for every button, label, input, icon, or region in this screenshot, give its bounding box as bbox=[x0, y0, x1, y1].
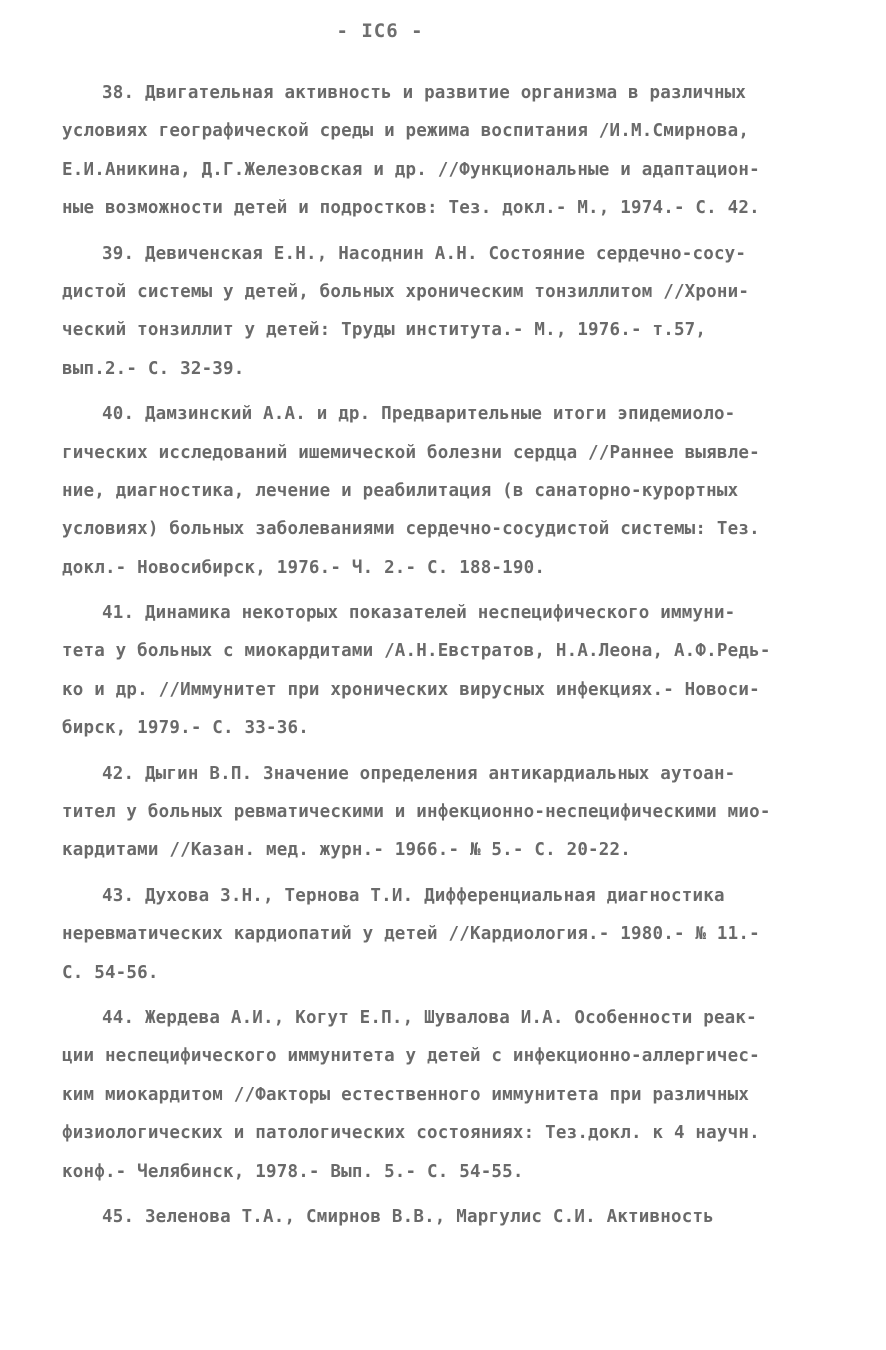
entry-line: ние, диагностика, лечение и реабилитация (в санаторно-курортных bbox=[62, 480, 739, 501]
entry-line: Е.И.Аникина, Д.Г.Железовская и др. //Функциональные и адаптацион- bbox=[62, 159, 760, 180]
bibliography-entry-41 bbox=[62, 594, 842, 748]
entry-line: ции неспецифического иммунитета у детей с инфекционно-аллергичес- bbox=[62, 1046, 760, 1067]
entry-line: докл.- Новосибирск, 1976.- Ч. 2.- С. 188-190. bbox=[62, 557, 546, 578]
entry-line: бирск, 1979.- С. 33-36. bbox=[62, 718, 309, 739]
entry-line: 39. Девиченская Е.Н., Насоднин А.Н. Состояние сердечно-сосу- bbox=[102, 243, 747, 264]
bibliography-entry-40 bbox=[62, 395, 842, 587]
entry-line: конф.- Челябинск, 1978.- Вып. 5.- С. 54-55. bbox=[62, 1161, 524, 1182]
entry-line: 44. Жердева А.И., Когут Е.П., Шувалова И.А. Особенности реак- bbox=[102, 1007, 757, 1028]
entry-line: ко и др. //Иммунитет при хронических вирусных инфекциях.- Новоси- bbox=[62, 679, 760, 700]
entry-line: физиологических и патологических состояниях: Тез.докл. к 4 научн. bbox=[62, 1123, 760, 1144]
bibliography-list bbox=[62, 74, 842, 1243]
entry-line: условиях) больных заболеваниями сердечно-сосудистой системы: Тез. bbox=[62, 519, 760, 540]
page-number: - IC6 - bbox=[336, 20, 424, 42]
entry-line: 38. Двигательная активность и развитие организма в различных bbox=[102, 83, 747, 103]
bibliography-entry-44 bbox=[62, 999, 842, 1191]
entry-line: дистой системы у детей, больных хроническим тонзиллитом //Хрони- bbox=[62, 281, 750, 302]
entry-line: кардитами //Казан. мед. журн.- 1966.- № 5.- С. 20-22. bbox=[62, 840, 632, 861]
entry-line: 41. Динамика некоторых показателей неспецифического иммуни- bbox=[102, 603, 736, 624]
entry-line: гических исследований ишемической болезни сердца //Раннее выявле- bbox=[62, 442, 760, 463]
entry-line: 42. Дыгин В.П. Значение определения антикардиальных аутоан- bbox=[102, 763, 736, 784]
bibliography-entry-45 bbox=[62, 1198, 842, 1236]
bibliography-entry-39 bbox=[62, 235, 842, 389]
bibliography-entry-42 bbox=[62, 755, 842, 870]
entry-line: 43. Духова З.Н., Тернова Т.И. Дифференциальная диагностика bbox=[102, 885, 725, 906]
bibliography-entry-38 bbox=[62, 74, 842, 228]
entry-line: С. 54-56. bbox=[62, 962, 159, 983]
entry-line: тета у больных с миокардитами /А.Н.Евстратов, Н.А.Леона, А.Ф.Редь- bbox=[62, 641, 771, 662]
entry-line: условиях географической среды и режима воспитания /И.М.Смирнова, bbox=[62, 121, 750, 142]
entry-line: ческий тонзиллит у детей: Труды института.- М., 1976.- т.57, bbox=[62, 320, 707, 341]
entry-line: 40. Дамзинский А.А. и др. Предварительные итоги эпидемиоло- bbox=[102, 404, 736, 425]
entry-line: ким миокардитом //Факторы естественного иммунитета при различных bbox=[62, 1084, 750, 1105]
bibliography-entry-43 bbox=[62, 877, 842, 992]
entry-line: неревматических кардиопатий у детей //Кардиология.- 1980.- № 11.- bbox=[62, 924, 760, 945]
entry-line: тител у больных ревматическими и инфекционно-неспецифическими мио- bbox=[62, 802, 771, 823]
entry-line: вып.2.- С. 32-39. bbox=[62, 358, 245, 379]
entry-line: 45. Зеленова Т.А., Смирнов В.В., Маргулис С.И. Активность bbox=[102, 1206, 714, 1227]
entry-line: ные возможности детей и подростков: Тез. докл.- М., 1974.- С. 42. bbox=[62, 198, 760, 219]
